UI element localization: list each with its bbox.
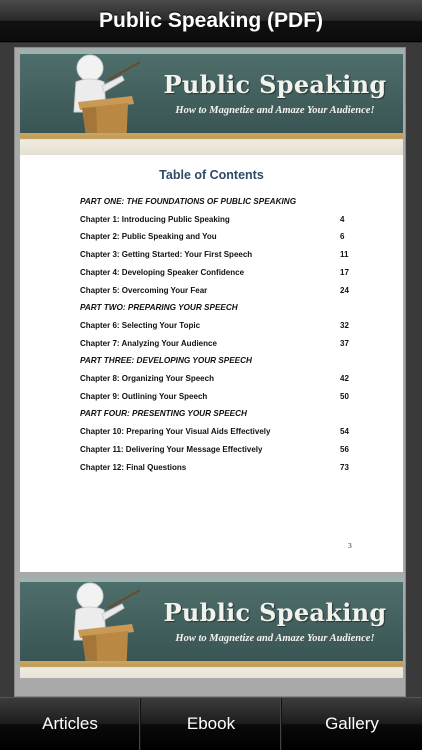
tab-bar — [0, 697, 422, 750]
navigation-bar — [0, 0, 422, 42]
toc-entry-page: 54 — [340, 427, 349, 437]
toc-entry-page: 6 — [340, 232, 345, 242]
banner-ledge — [20, 661, 403, 678]
toc-entry-page: 37 — [340, 338, 349, 348]
banner-title: Public Speaking — [163, 598, 387, 627]
toc-chapter-row — [80, 444, 360, 456]
page-banner — [20, 578, 403, 678]
tab-articles[interactable]: Articles — [0, 698, 141, 750]
toc-entry-page: 50 — [340, 391, 349, 401]
toc-entry-page: 4 — [340, 214, 345, 224]
toc-entry-page: 42 — [340, 374, 349, 383]
toc-entry-label: Chapter 1: Introducing Public Speaking — [80, 214, 230, 224]
toc-entry-page: 32 — [340, 320, 349, 330]
toc-chapter-row — [80, 231, 360, 243]
toc-heading: Table of Contents — [159, 168, 264, 182]
toc-chapter-row — [80, 267, 360, 279]
toc-entry-page: 24 — [340, 285, 349, 295]
toc-entry-label: Chapter 5: Overcoming Your Fear — [80, 285, 208, 295]
toc-entry-label: Chapter 9: Outlining Your Speech — [80, 391, 208, 401]
toc-part-heading — [80, 302, 360, 314]
toc-entry-page: 17 — [340, 267, 349, 277]
toc-entry-label: Chapter 12: Final Questions — [80, 462, 187, 472]
toc-entry-label: PART FOUR: PRESENTING YOUR SPEECH — [80, 409, 247, 419]
toc-part-heading — [80, 355, 360, 367]
toc-chapter-row — [80, 338, 360, 350]
toc-entry-label: PART ONE: THE FOUNDATIONS OF PUBLIC SPEAKING — [80, 197, 297, 206]
toc-part-heading — [80, 408, 360, 420]
banner-title: Public Speaking — [163, 70, 387, 99]
tab-ebook[interactable]: Ebook — [141, 698, 282, 750]
pdf-page-next[interactable] — [20, 578, 403, 678]
toc-entry-page: 73 — [340, 462, 349, 472]
toc-chapter-row — [80, 249, 360, 261]
toc-entry-label: Chapter 7: Analyzing Your Audience — [80, 338, 217, 348]
toc-part-heading — [80, 196, 360, 208]
toc-chapter-row — [80, 214, 360, 226]
toc-entry-label: Chapter 3: Getting Started: Your First Speech — [80, 250, 253, 260]
toc-chapter-row — [80, 285, 360, 297]
toc-chapter-row — [80, 462, 360, 474]
banner-ledge — [20, 133, 403, 155]
banner-subtitle: How to Magnetize and Amaze Your Audience! — [175, 633, 375, 644]
pdf-page[interactable] — [20, 50, 403, 572]
toc-entry-label: Chapter 10: Preparing Your Visual Aids Effectively — [80, 427, 271, 437]
toc-entry-page: 11 — [340, 250, 349, 260]
toc-entry-label: Chapter 2: Public Speaking and You — [80, 232, 217, 242]
toc-chapter-row — [80, 320, 360, 332]
page-banner — [20, 50, 403, 155]
toc-entry-label: Chapter 6: Selecting Your Topic — [80, 320, 201, 330]
toc-chapter-row — [80, 391, 360, 403]
toc-chapter-row — [80, 426, 360, 438]
toc-entry-label: PART TWO: PREPARING YOUR SPEECH — [80, 303, 238, 313]
toc-chapter-row — [80, 373, 360, 385]
page-number: 3 — [348, 541, 352, 550]
toc-entry-page: 56 — [340, 444, 349, 454]
toc-entry-label: Chapter 11: Delivering Your Message Effectively — [80, 444, 263, 454]
tab-gallery[interactable]: Gallery — [325, 714, 379, 733]
page-title: Public Speaking (PDF) — [98, 8, 324, 32]
toc-entry-label: Chapter 4: Developing Speaker Confidence — [80, 267, 245, 277]
toc-entry-label: Chapter 8: Organizing Your Speech — [80, 374, 214, 383]
banner-subtitle: How to Magnetize and Amaze Your Audience! — [175, 105, 375, 116]
toc-entry-label: PART THREE: DEVELOPING YOUR SPEECH — [80, 356, 252, 366]
